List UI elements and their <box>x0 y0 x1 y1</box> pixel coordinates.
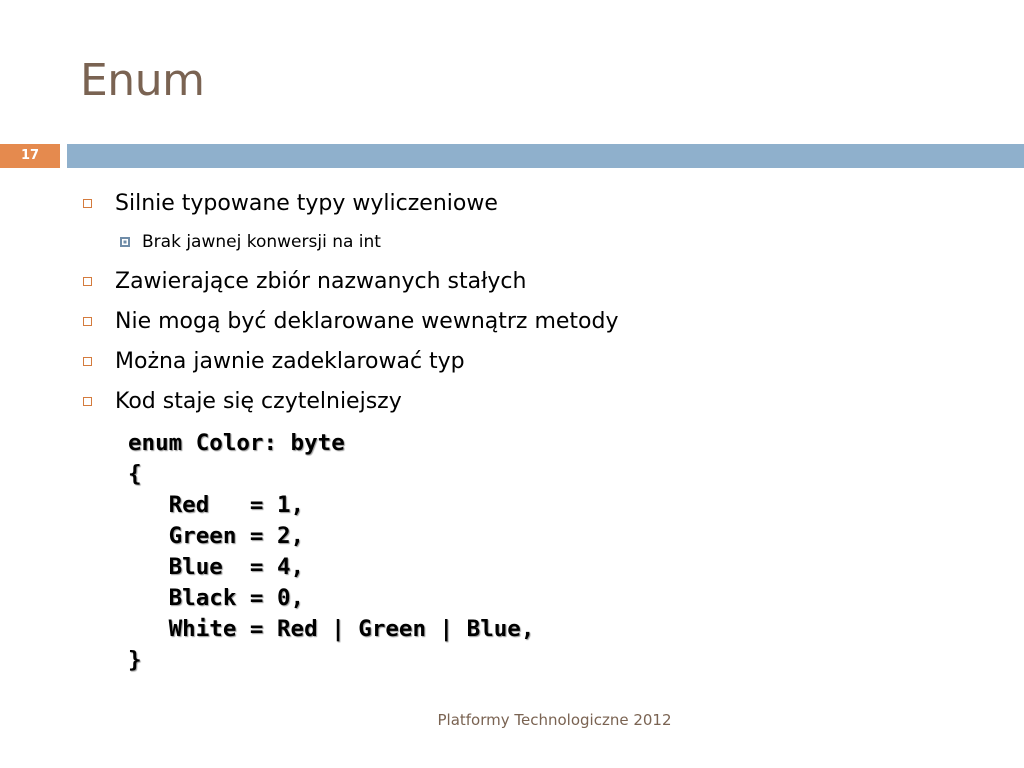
bullet-text: Można jawnie zadeklarować typ <box>115 348 465 374</box>
bullet-item <box>83 341 619 381</box>
slide-title: Enum <box>80 55 205 106</box>
bullet-item <box>83 381 619 421</box>
slide-number-badge <box>0 144 60 168</box>
code-line: Black = 0, <box>128 585 305 611</box>
footer-text: Platformy Technologiczne 2012 <box>437 711 672 729</box>
bullet-list <box>83 183 619 421</box>
code-line: enum Color: byte <box>128 430 345 456</box>
hollow-square-icon <box>83 397 92 406</box>
code-block <box>128 428 534 676</box>
hollow-square-icon <box>83 199 92 208</box>
bullet-text: Kod staje się czytelniejszy <box>115 388 402 414</box>
code-line: White = Red | Green | Blue, <box>128 616 535 642</box>
bullet-text: Nie mogą być deklarowane wewnątrz metody <box>115 308 619 334</box>
slide-number: 17 <box>20 148 40 163</box>
code-line: Blue = 4, <box>128 554 305 580</box>
bullet-item <box>83 261 619 301</box>
hollow-square-icon <box>83 317 92 326</box>
bullet-item <box>83 301 619 341</box>
title-rule-bar <box>67 144 1024 168</box>
sub-bullet-text: Brak jawnej konwersji na int <box>142 232 381 252</box>
code-line: { <box>128 461 142 487</box>
hollow-square-icon <box>83 357 92 366</box>
bullet-text: Silnie typowane typy wyliczeniowe <box>115 190 498 216</box>
slide-footer <box>0 711 1024 729</box>
bullet-item <box>83 183 619 223</box>
code-line: Red = 1, <box>128 492 305 518</box>
code-line: Green = 2, <box>128 523 305 549</box>
hollow-square-icon <box>83 277 92 286</box>
code-line: } <box>128 647 142 673</box>
sub-bullet-item <box>83 223 619 261</box>
bullet-text: Zawierające zbiór nazwanych stałych <box>115 268 527 294</box>
filled-square-icon <box>120 237 130 247</box>
